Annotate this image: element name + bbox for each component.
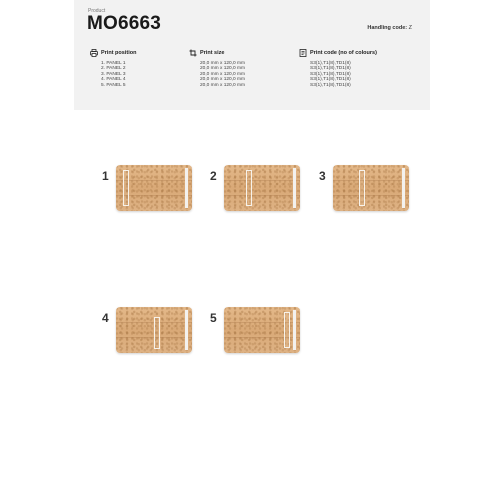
product-view-3 <box>319 165 429 217</box>
cork-product-image <box>116 165 192 211</box>
elastic-band <box>185 168 188 208</box>
product-view-4 <box>102 307 212 359</box>
list-item: S3(1),T1(8),TD1(8) <box>310 61 351 66</box>
position-number: 4 <box>102 311 109 325</box>
handling-code-label: Handling code: <box>367 25 408 31</box>
list-item: 1. PANEL 1 <box>101 61 126 66</box>
printer-icon <box>90 49 98 57</box>
handling-code-value: Z <box>408 25 412 31</box>
list-item: 20,0 mm x 120,0 mm <box>200 82 246 88</box>
handling-code <box>367 25 412 31</box>
crop-icon <box>189 49 197 57</box>
cork-product-image <box>224 165 300 211</box>
product-label: Product <box>88 8 106 14</box>
print-area-marker <box>246 170 252 206</box>
list-item: 5. PANEL 5 <box>101 82 126 88</box>
elastic-band <box>402 168 405 208</box>
print-code-list <box>299 61 377 88</box>
print-code-title: Print code (no of colours) <box>310 49 377 56</box>
position-number: 1 <box>102 169 109 183</box>
elastic-band <box>293 168 296 208</box>
product-header <box>74 0 430 110</box>
product-sheet <box>74 0 430 504</box>
print-size-title: Print size <box>200 49 225 56</box>
list-item: 20,0 mm x 120,0 mm <box>200 71 246 77</box>
list-item: 3. PANEL 3 <box>101 71 126 77</box>
list-item: 20,0 mm x 120,0 mm <box>200 66 246 72</box>
elastic-band <box>293 310 296 350</box>
print-area-marker <box>359 170 365 206</box>
print-size-list <box>189 61 245 88</box>
list-item: S3(1),T1(8),TD1(8) <box>310 77 351 83</box>
product-view-2 <box>210 165 320 217</box>
position-number: 5 <box>210 311 217 325</box>
print-position-column <box>90 48 136 88</box>
print-area-marker <box>154 317 160 349</box>
print-position-list <box>90 61 136 88</box>
position-number: 2 <box>210 169 217 183</box>
elastic-band <box>185 310 188 350</box>
print-area-marker <box>123 170 129 206</box>
print-position-title: Print position <box>101 49 137 56</box>
list-item: S3(1),T1(8),TD1(8) <box>310 66 351 72</box>
list-item: S3(1),T1(8),TD1(8) <box>310 71 351 77</box>
print-code-column <box>299 48 377 88</box>
position-number: 3 <box>319 169 326 183</box>
product-view-5 <box>210 307 320 359</box>
cork-product-image <box>224 307 300 353</box>
list-item: S3(1),T1(8),TD1(8) <box>310 82 351 88</box>
list-item: 20,0 mm x 120,0 mm <box>200 61 246 66</box>
document-icon <box>299 49 307 57</box>
cork-product-image <box>116 307 192 353</box>
list-item: 4. PANEL 4 <box>101 77 126 83</box>
print-size-column <box>189 48 245 88</box>
list-item: 2. PANEL 2 <box>101 66 126 72</box>
list-item: 20,0 mm x 120,0 mm <box>200 77 246 83</box>
product-view-1 <box>102 165 212 217</box>
cork-product-image <box>333 165 409 211</box>
product-code: MO6663 <box>87 13 162 34</box>
print-area-marker <box>284 312 290 348</box>
